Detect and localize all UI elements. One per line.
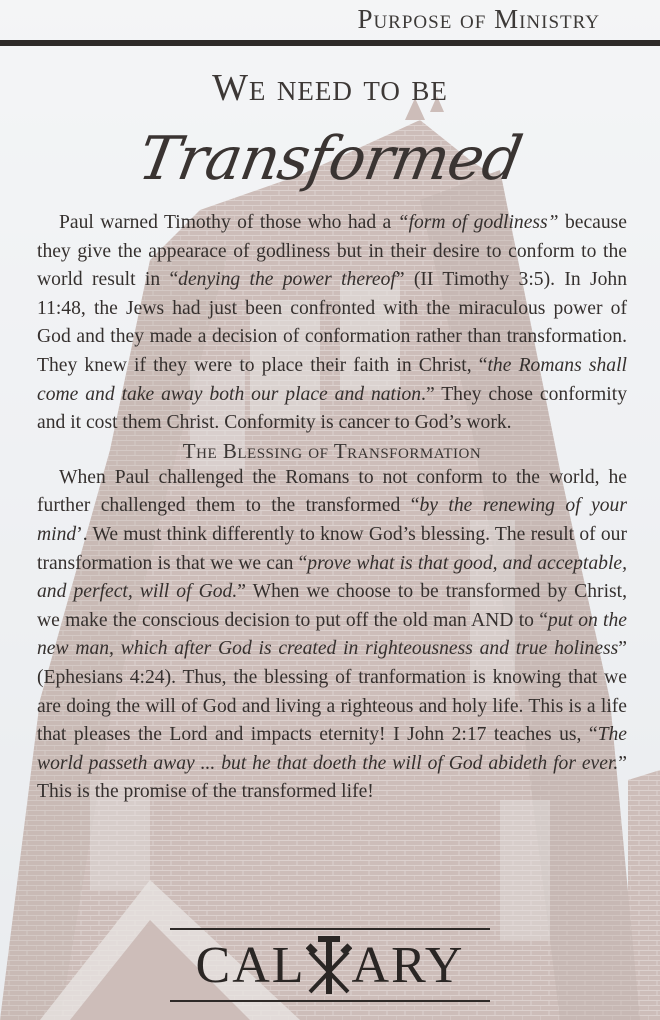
script-headline: Transformed	[133, 124, 527, 194]
cross-hammer-nails-icon	[306, 934, 352, 996]
section-subheading: The Blessing of Transformation	[182, 438, 482, 463]
scripture-quote: The world passeth away ... but he that doeth the will of God abideth for ever.	[37, 724, 627, 774]
logo-rule-bottom	[170, 1000, 490, 1002]
scripture-quote: put on the new man, which after God is created in righteousness and true holiness	[37, 609, 627, 660]
text-run: ’. We must think differently to know God’s blessing. The result of our transformation is that we we can “	[37, 523, 627, 574]
text-run: When Paul challenged the Romans to not conform to the world, he further challenged them to the transformed “	[37, 466, 627, 517]
text-run: ” (II Timothy 3:5). In John 11:48, the Jews had just been confronted with the miraculous power of God and they made a decision of conformation rather than transformation. They knew if they were to place their faith in Christ, “	[37, 269, 627, 376]
paragraph-transformation	[37, 464, 627, 807]
text-run: because they give the appearace of godliness but in their desire to conform to the world result in “	[37, 212, 627, 291]
article-body	[37, 209, 627, 807]
text-run: ” (Ephesians 4:24). Thus, the blessing of tranformation is knowing that we are doing the will of God and living a righteous and holy life. This is a life that pleases the Lord and impacts eternity! I John 2:17 teaches us, “	[37, 638, 627, 746]
text-run: Paul warned Timothy of those who had a	[59, 212, 398, 233]
paragraph-conformity	[37, 209, 627, 438]
logo-text-left: CAL	[195, 936, 306, 994]
headline: We need to be	[212, 67, 448, 109]
logo-wordmark	[170, 934, 490, 996]
scripture-quote: denying the power thereof	[178, 269, 396, 291]
scripture-quote: “form of godliness”	[397, 212, 559, 233]
calvary-logo	[170, 928, 490, 1002]
text-run: ” This is the promise of the transformed life!	[37, 752, 627, 803]
scripture-quote: by the renewing of your mind	[37, 495, 627, 545]
header-divider	[0, 40, 660, 46]
text-run: .” They chose conformity and it cost them Christ. Conformity is cancer to God’s work.	[37, 383, 627, 434]
text-run: ” When we choose to be transformed by Christ, we make the conscious decision to put off the old man AND to “	[37, 581, 627, 631]
scripture-quote: prove what is that good, and acceptable, and perfect, will of God.	[37, 552, 627, 603]
logo-text-right: ARY	[351, 936, 465, 994]
header-title: Purpose of Ministry	[357, 4, 600, 34]
scripture-quote: the Romans shall come and take away both our place and nation	[37, 354, 627, 405]
logo-rule-top	[170, 928, 490, 930]
